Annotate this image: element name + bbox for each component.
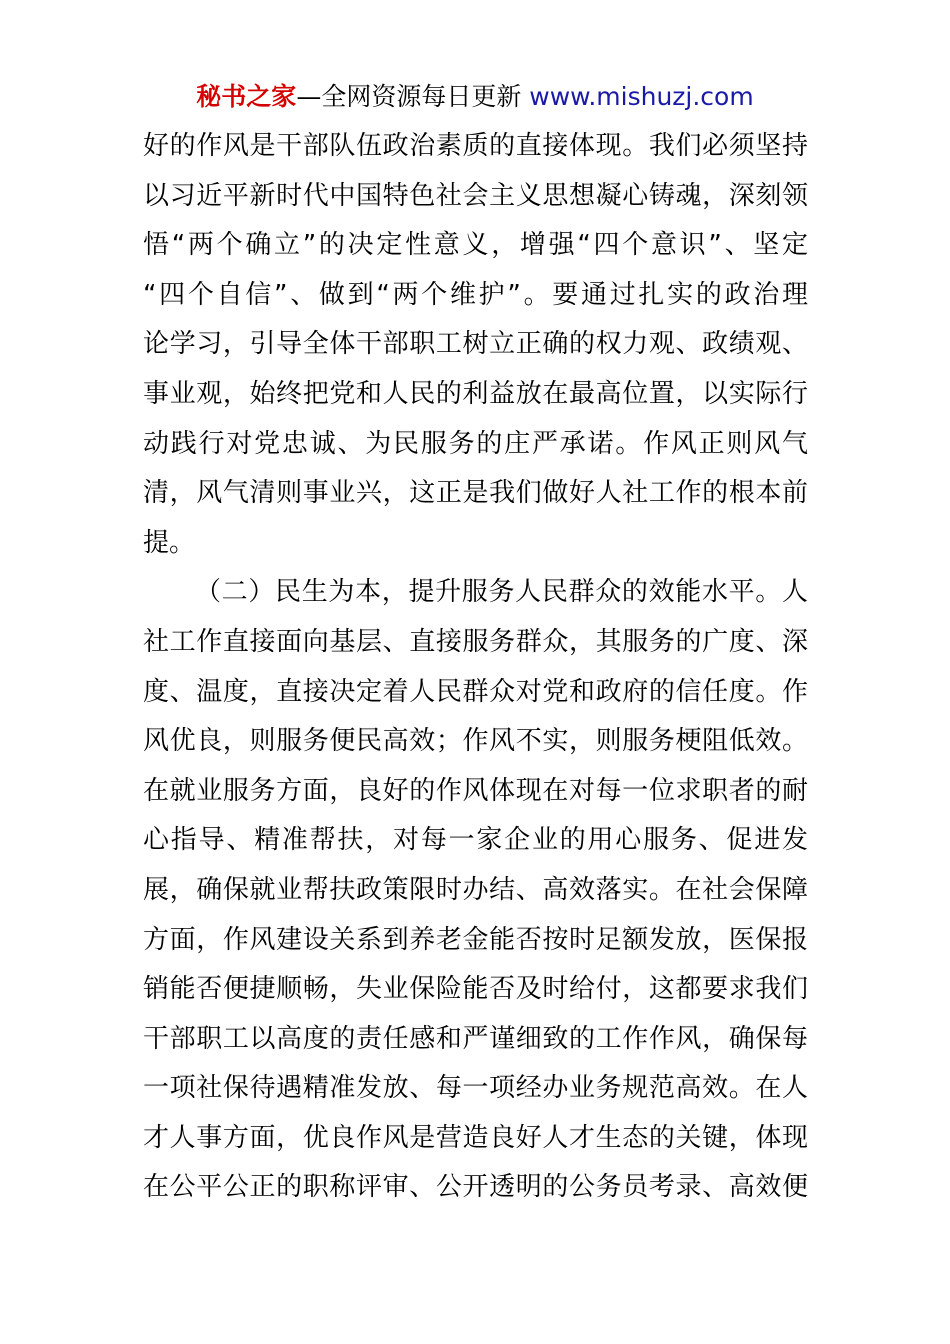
text-line: 干部职工以高度的责任感和严谨细致的工作作风，确保每 — [143, 1023, 808, 1054]
text-line: 方面，作风建设关系到养老金能否按时足额发放，医保报 — [143, 924, 808, 955]
text-line: 销能否便捷顺畅，失业保险能否及时给付，这都要求我们 — [143, 974, 808, 1005]
section-heading-line: （二）民生为本，提升服务人民群众的效能水平。人 — [195, 577, 808, 608]
document-body — [143, 122, 808, 1213]
text-line: 提。 — [143, 527, 196, 558]
site-url[interactable]: www.mishuzj.com — [529, 82, 754, 111]
text-line: 在公平公正的职称评审、公开透明的公务员考录、高效便 — [143, 1172, 808, 1203]
text-line: 事业观，始终把党和人民的利益放在最高位置，以实际行 — [143, 378, 808, 409]
text-line: 好的作风是干部队伍政治素质的直接体现。我们必须坚持 — [143, 131, 808, 161]
text-line: 社工作直接面向基层、直接服务群众，其服务的广度、深 — [143, 626, 808, 657]
text-line: 论学习，引导全体干部职工树立正确的权力观、政绩观、 — [143, 329, 808, 360]
text-line: 展，确保就业帮扶政策限时办结、高效落实。在社会保障 — [143, 874, 808, 905]
text-line: 悟“两个确立”的决定性意义，增强“四个意识”、坚定 — [143, 230, 808, 261]
site-tagline: —全网资源每日更新 — [296, 82, 522, 111]
site-header — [0, 80, 950, 114]
site-brand: 秘书之家 — [196, 82, 297, 111]
text-line: 在就业服务方面，良好的作风体现在对每一位求职者的耐 — [143, 775, 808, 806]
text-line: 风优良，则服务便民高效；作风不实，则服务梗阻低效。 — [143, 726, 808, 757]
text-line: 清，风气清则事业兴，这正是我们做好人社工作的根本前 — [143, 478, 808, 509]
text-line: 度、温度，直接决定着人民群众对党和政府的信任度。作 — [143, 676, 808, 707]
text-line: 心指导、精准帮扶，对每一家企业的用心服务、促进发 — [143, 825, 808, 856]
text-line: 一项社保待遇精准发放、每一项经办业务规范高效。在人 — [143, 1073, 808, 1104]
text-line: 以习近平新时代中国特色社会主义思想凝心铸魂，深刻领 — [143, 180, 808, 211]
text-line: 才人事方面，优良作风是营造良好人才生态的关键，体现 — [143, 1122, 808, 1153]
text-line: “四个自信”、做到“两个维护”。要通过扎实的政治理 — [143, 279, 808, 310]
text-line: 动践行对党忠诚、为民服务的庄严承诺。作风正则风气 — [143, 428, 808, 459]
